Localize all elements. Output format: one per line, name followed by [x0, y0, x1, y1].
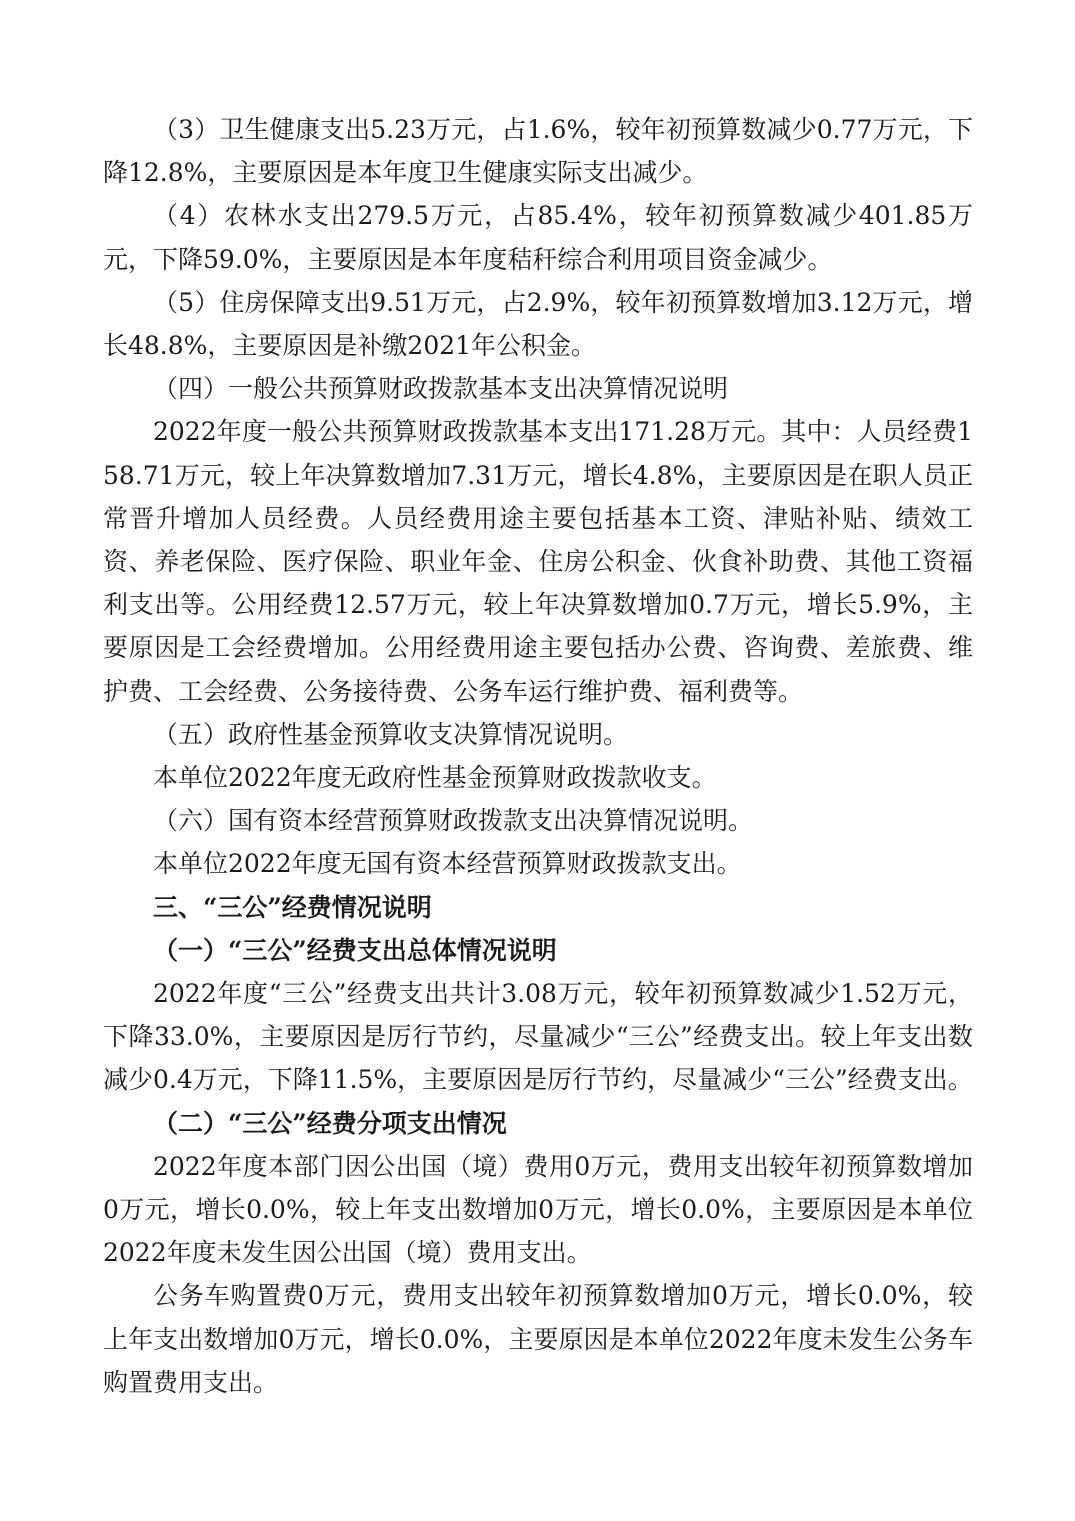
paragraph-health-expenditure: （3）卫生健康支出5.23万元，占1.6%，较年初预算数减少0.77万元，下降12.8%，主要原因是本年度卫生健康实际支出减少。	[103, 115, 973, 188]
section-heading-state-capital: （六）国有资本经营预算财政拨款支出决算情况说明。	[153, 806, 754, 836]
paragraph-agriculture-expenditure: （4）农林水支出279.5万元，占85.4%，较年初预算数减少401.85万元，下降59.0%，主要原因是本年度秸秆综合利用项目资金减少。	[103, 201, 973, 274]
document-body	[103, 108, 973, 1404]
paragraph-government-fund: 本单位2022年度无政府性基金预算财政拨款收支。	[153, 763, 717, 793]
paragraph-vehicle-purchase: 公务车购置费0万元，费用支出较年初预算数增加0万元，增长0.0%，较上年支出数增加0万元，增长0.0%，主要原因是本单位2022年度未发生公务车购置费用支出。	[103, 1281, 973, 1397]
paragraph-three-public-overall: 2022年度“三公”经费支出共计3.08万元，较年初预算数减少1.52万元，下降33.0%，主要原因是厉行节约，尽量减少“三公”经费支出。较上年支出数减少0.4万元，下降11.5%，主要原因是厉行节约，尽量减少“三公”经费支出。	[103, 979, 973, 1095]
paragraph-overseas-travel: 2022年度本部门因公出国（境）费用0万元，费用支出较年初预算数增加0万元，增长0.0%，较上年支出数增加0万元，增长0.0%，主要原因是本单位2022年度未发生因公出国（境）费用支出。	[103, 1151, 973, 1268]
section-heading-government-fund: （五）政府性基金预算收支决算情况说明。	[153, 719, 629, 749]
section-heading-basic-expenditure: （四）一般公共预算财政拨款基本支出决算情况说明	[153, 374, 729, 404]
paragraph-housing-expenditure: （5）住房保障支出9.51万元，占2.9%，较年初预算数增加3.12万元，增长48.8%，主要原因是补缴2021年公积金。	[103, 287, 973, 361]
section-heading-three-public: 三、“三公”经费情况说明	[153, 892, 432, 922]
paragraph-basic-expenditure: 2022年度一般公共预算财政拨款基本支出171.28万元。其中：人员经费158.71万元，较上年决算数增加7.31万元，增长4.8%，主要原因是在职人员正常晋升增加人员经费。人员经费用途主要包括基本工资、津贴补贴、绩效工资、养老保险、医疗保险、职业年金、住房公积金、伙食补助费、其他工资福利支出等。公用经费12.57万元，较上年决算数增加0.7万元，增长5.9%，主要原因是工会经费增加。公用经费用途主要包括办公费、咨询费、差旅费、维护费、工会经费、公务接待费、公务车运行维护费、福利费等。	[103, 417, 973, 706]
paragraph-state-capital: 本单位2022年度无国有资本经营预算财政拨款支出。	[153, 849, 742, 879]
subheading-three-public-overall: （一）“三公”经费支出总体情况说明	[153, 935, 557, 965]
subheading-three-public-items: （二）“三公”经费分项支出情况	[153, 1108, 507, 1138]
